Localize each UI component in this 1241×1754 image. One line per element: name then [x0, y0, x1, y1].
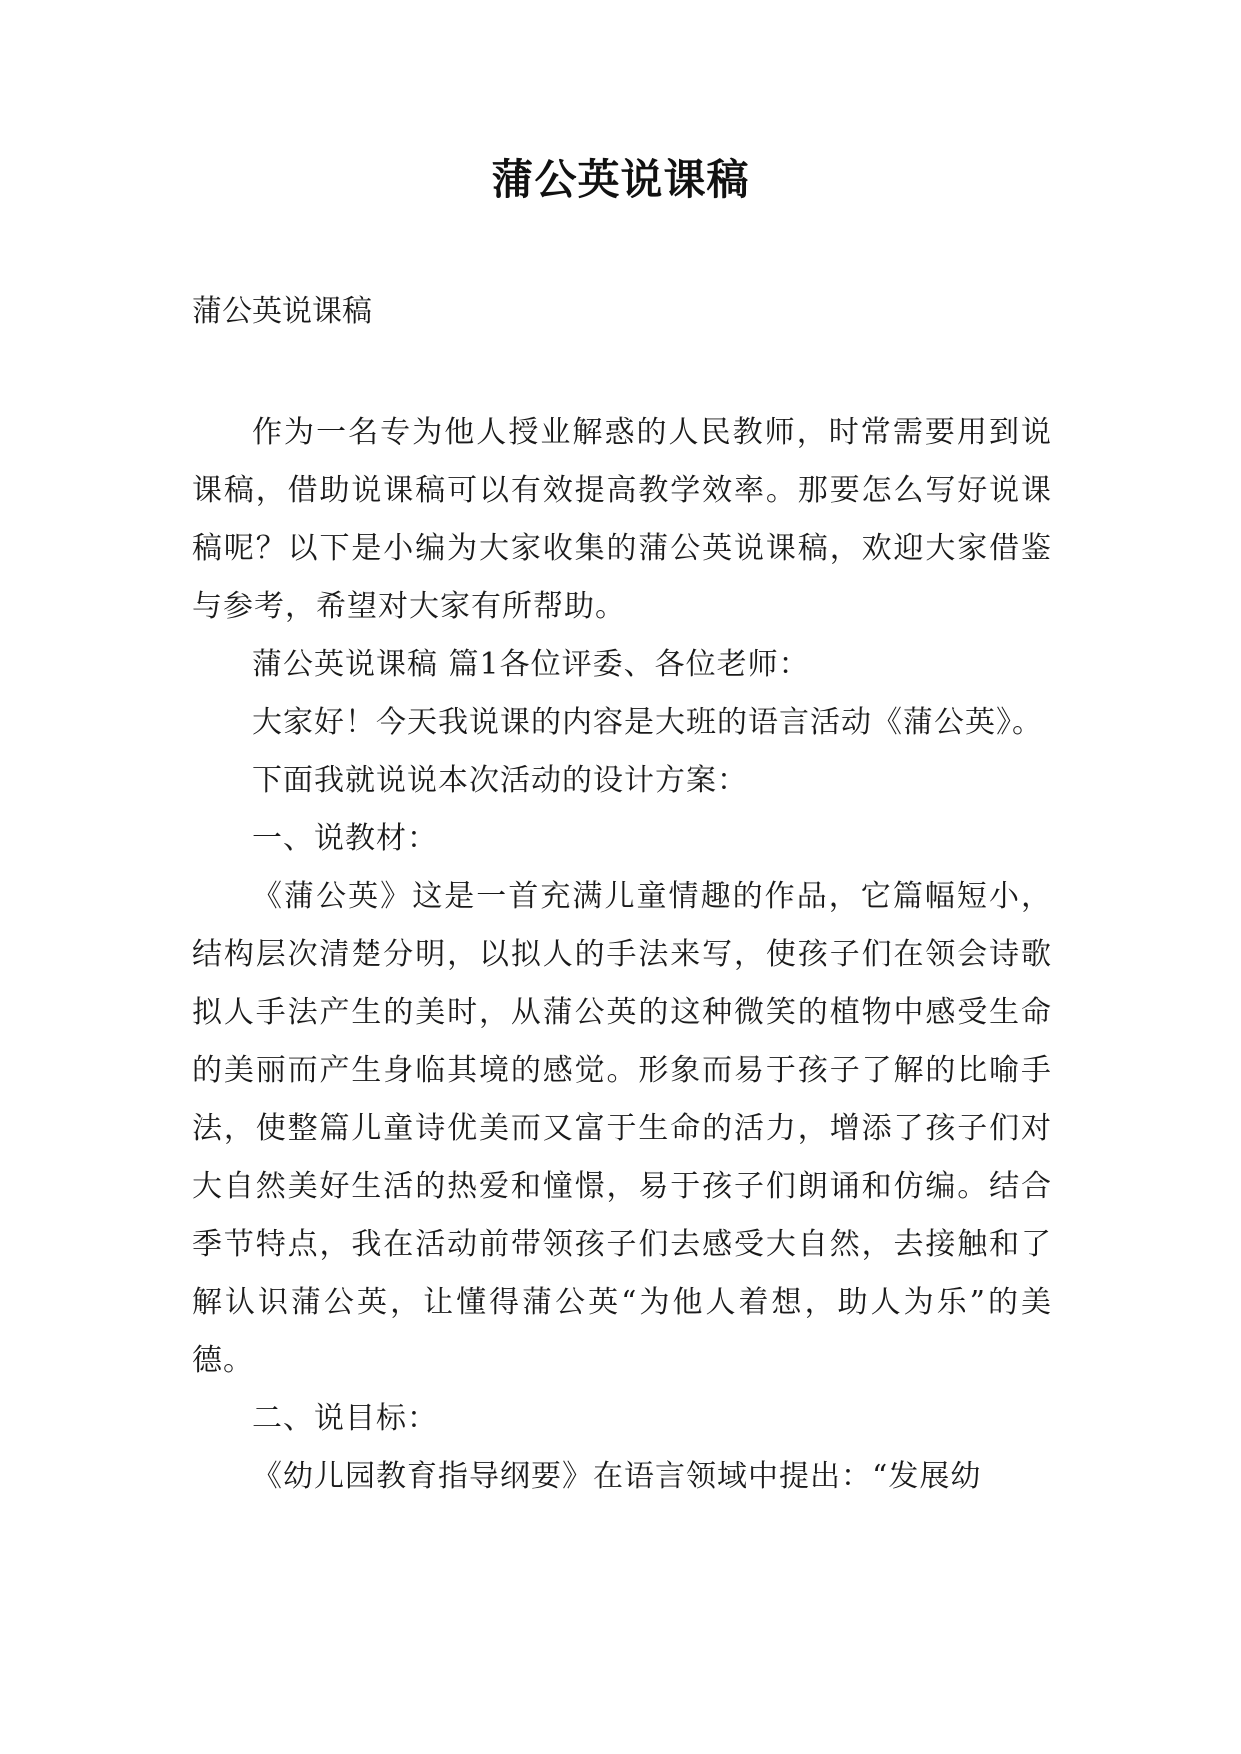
document-subtitle: 蒲公英说课稿	[192, 294, 372, 329]
document-body	[192, 404, 1052, 1506]
paragraph-greeting: 大家好！今天我说课的内容是大班的语言活动《蒲公英》。	[252, 705, 1043, 740]
document-title: 蒲公英说课稿	[491, 155, 750, 204]
paragraph-goals: 《幼儿园教育指导纲要》在语言领域中提出：“发展幼	[252, 1459, 982, 1494]
section-heading-goals: 二、说目标：	[252, 1401, 438, 1436]
paragraph-greeting-heading: 蒲公英说课稿 篇1各位评委、各位老师：	[252, 647, 810, 682]
paragraph-plan: 下面我就说说本次活动的设计方案：	[252, 763, 748, 798]
section-heading-materials: 一、说教材：	[252, 821, 438, 856]
paragraph-intro: 作为一名专为他人授业解惑的人民教师，时常需要用到说课稿，借助说课稿可以有效提高教学效率。那要怎么写好说课稿呢？以下是小编为大家收集的蒲公英说课稿，欢迎大家借鉴与参考，希望对大家有所帮助。	[192, 415, 1052, 624]
paragraph-materials: 《蒲公英》这是一首充满儿童情趣的作品，它篇幅短小，结构层次清楚分明，以拟人的手法来写，使孩子们在领会诗歌拟人手法产生的美时，从蒲公英的这种微笑的植物中感受生命的美丽而产生身临其境的感觉。形象而易于孩子了解的比喻手法，使整篇儿童诗优美而又富于生命的活力，增添了孩子们对大自然美好生活的热爱和憧憬，易于孩子们朗诵和仿编。结合季节特点，我在活动前带领孩子们去感受大自然，去接触和了解认识蒲公英，让懂得蒲公英“为他人着想，助人为乐”的美德。	[192, 879, 1052, 1378]
